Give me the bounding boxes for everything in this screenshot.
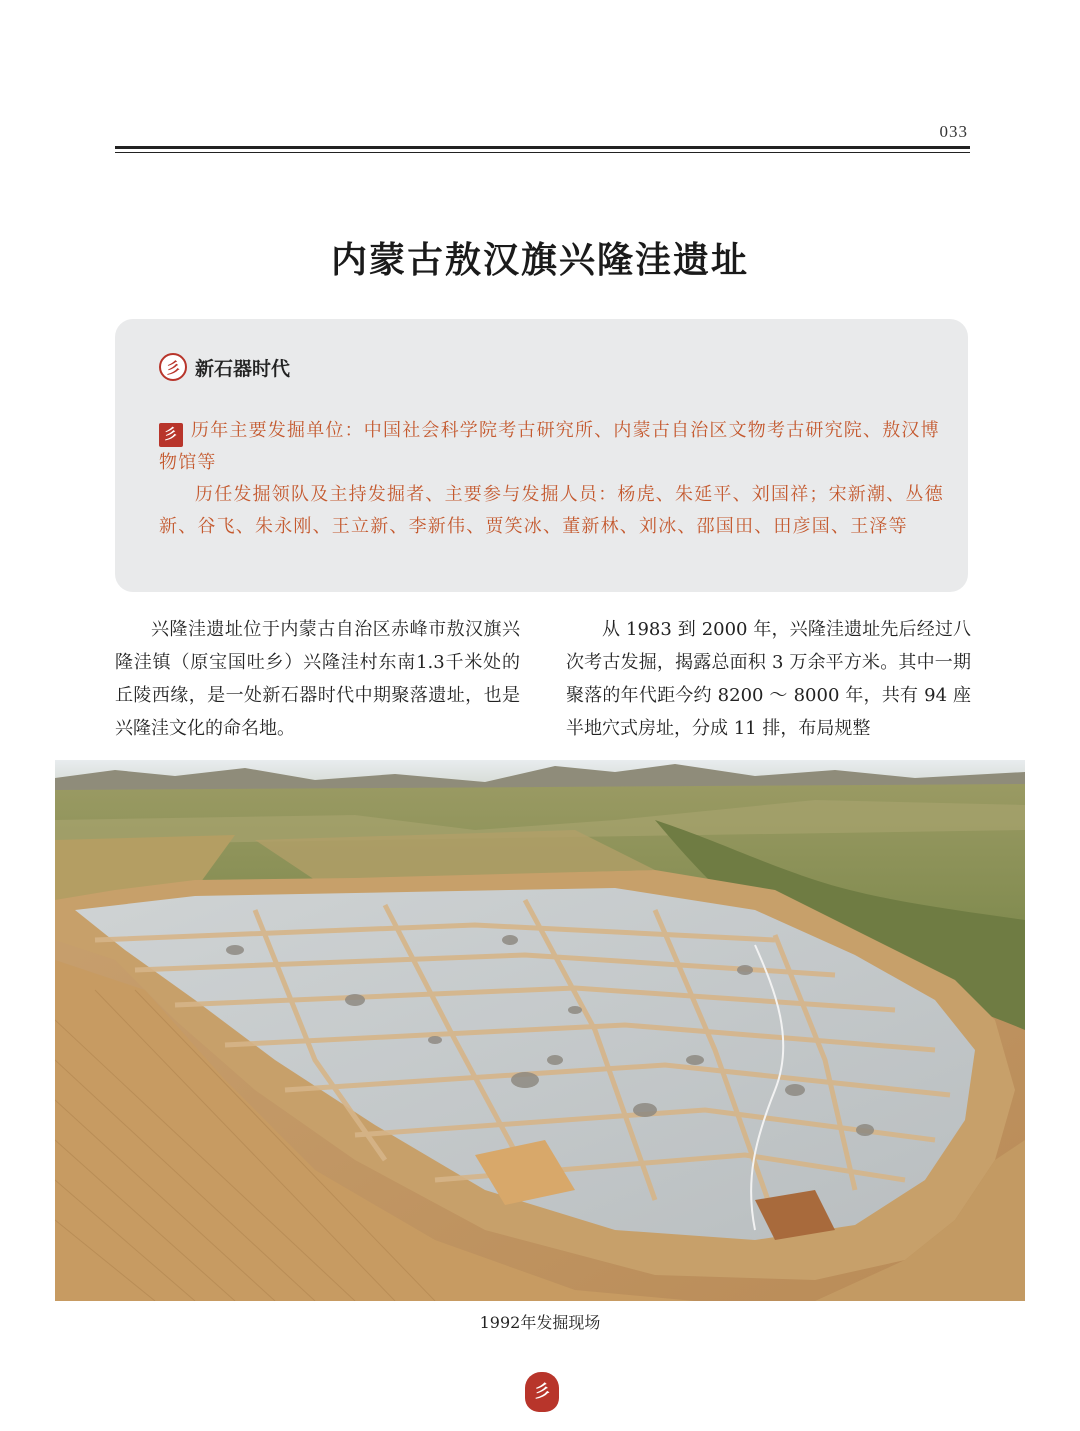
body-right-paragraph: 从 1983 到 2000 年，兴隆洼遗址先后经过八次考古发掘，揭露总面积 3 万余平方米。其中一期聚落的年代距今约 8200 ～ 8000 年，共有 94 座半地穴式房址，分成 11 排，布局规整 xyxy=(566,619,971,739)
excavation-units-paragraph xyxy=(159,415,949,479)
figure-caption: 1992年发掘现场 xyxy=(479,1313,601,1332)
period-row xyxy=(159,353,290,381)
info-box xyxy=(115,319,968,592)
period-seal-icon: 彡 xyxy=(159,353,187,381)
excavation-site-photo xyxy=(55,760,1025,1301)
header-rule-thin xyxy=(115,152,970,153)
footer-seal-icon: 彡 xyxy=(525,1372,559,1412)
page-title: 内蒙古敖汉旗兴隆洼遗址 xyxy=(330,239,749,281)
excavators-paragraph: 历任发掘领队及主持发掘者、主要参与发掘人员：杨虎、朱延平、刘国祥；宋新潮、丛德新、谷飞、朱永刚、王立新、李新伟、贾笑冰、董新林、刘冰、邵国田、田彦国、王泽等 xyxy=(159,484,944,537)
excavation-units-text: 历年主要发掘单位：中国社会科学院考古研究所、内蒙古自治区文物考古研究院、敖汉博物馆等 xyxy=(159,420,940,473)
seal-icon: 彡 xyxy=(159,423,183,447)
period-label: 新石器时代 xyxy=(195,357,291,380)
body-left-paragraph: 兴隆洼遗址位于内蒙古自治区赤峰市敖汉旗兴隆洼镇（原宝国吐乡）兴隆洼村东南1.3千米处的丘陵西缘，是一处新石器时代中期聚落遗址，也是兴隆洼文化的命名地。 xyxy=(115,619,520,739)
info-text xyxy=(159,415,949,543)
header-rule-thick xyxy=(115,146,970,149)
excavation-site-illustration xyxy=(55,760,1025,1301)
page-number: 033 xyxy=(939,122,968,141)
